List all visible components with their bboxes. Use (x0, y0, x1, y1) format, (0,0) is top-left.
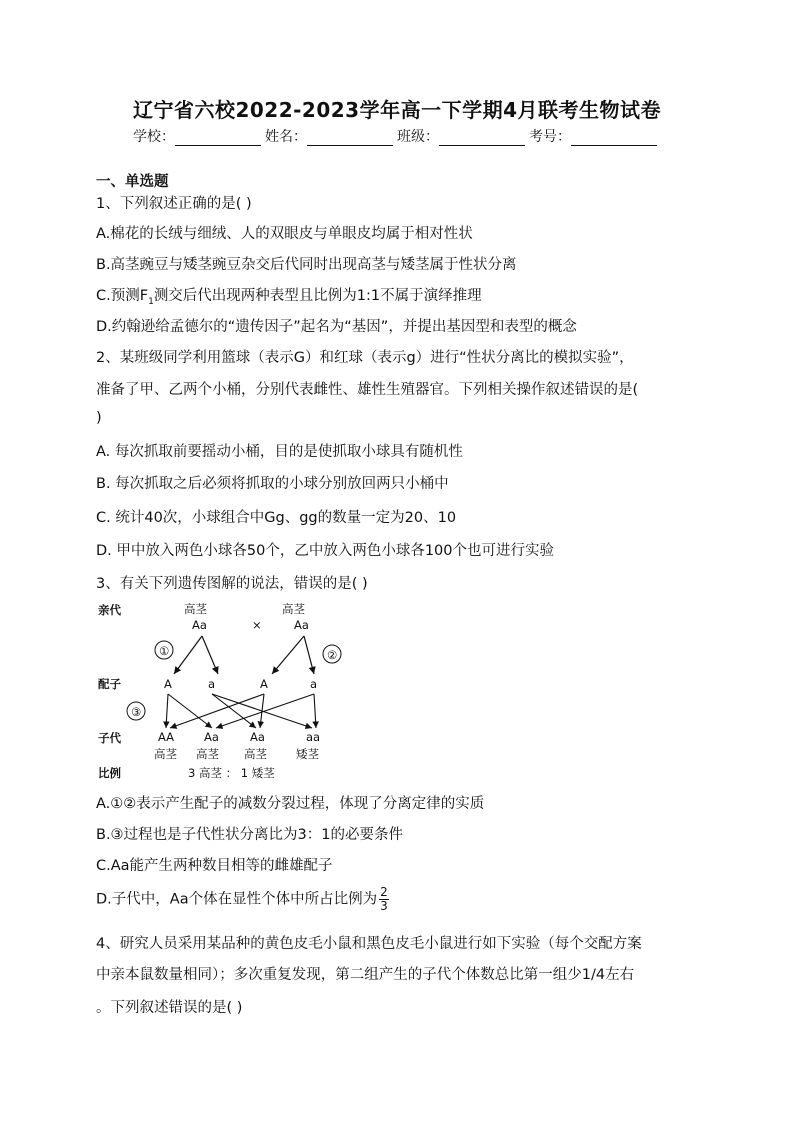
student-info-row (0, 126, 794, 146)
q2-stem-line3: ) (96, 410, 102, 426)
gamete-1: A (164, 677, 172, 691)
fertilization-arrows (166, 694, 316, 728)
name-blank[interactable] (307, 131, 393, 146)
step3-label: ③ (131, 705, 142, 719)
step1-label: ① (159, 644, 170, 658)
q2-option-d: D. 甲中放入两色小球各50个，乙中放入两色小球各100个也可进行实验 (96, 543, 555, 559)
fraction-denominator: 3 (380, 899, 388, 913)
class-blank[interactable] (439, 131, 525, 146)
q1-option-c-sub: 1 (148, 296, 154, 307)
q3-option-a: A.①②表示产生配子的减数分裂过程，体现了分离定律的实质 (96, 796, 485, 812)
parent1-phenotype: 高茎 (184, 602, 207, 616)
q1-option-d: D.约翰逊给孟德尔的“遗传因子”起名为“基因”，并提出基因型和表型的概念 (96, 319, 577, 335)
q3-option-c: C.Aa能产生两种数目相等的雌雄配子 (96, 858, 333, 874)
offspring-phenotype-2: 高茎 (196, 747, 219, 761)
q3-stem: 3、有关下列遗传图解的说法，错误的是( ) (96, 576, 368, 592)
gamete-4: a (310, 677, 318, 691)
q4-stem-line3: 。下列叙述错误的是( ) (96, 1000, 243, 1016)
ratio-text: 3 高茎 ： 1 矮茎 (188, 766, 275, 780)
q1-option-c-post: 测交后代出现两种表型且比例为1:1不属于演绎推理 (153, 288, 482, 304)
offspring-phenotype-3: 高茎 (244, 747, 267, 761)
q3-option-b: B.③过程也是子代性状分离比为3：1的必要条件 (96, 827, 404, 843)
offspring-genotype-2: Aa (204, 730, 219, 744)
fraction-numerator: 2 (380, 885, 388, 899)
offspring-genotype-4: aa (306, 730, 321, 744)
school-blank[interactable] (175, 131, 261, 146)
q4-stem-line1: 4、研究人员采用某品种的黄色皮毛小鼠和黑色皮毛小鼠进行如下实验（每个交配方案 (96, 936, 642, 952)
gamete-label: 配子 (98, 677, 121, 691)
q3-option-d (96, 886, 389, 913)
name-label: 姓名： (265, 129, 307, 145)
step2-label: ② (327, 648, 338, 662)
q1-option-a: A.棉花的长绒与细绒、人的双眼皮与单眼皮均属于相对性状 (96, 226, 473, 242)
q2-option-a: A. 每次抓取前要摇动小桶，目的是使抓取小球具有随机性 (96, 444, 463, 460)
q1-option-c (96, 284, 482, 307)
q2-stem-line2: 准备了甲、乙两个小桶，分别代表雌性、雄性生殖器官。下列相关操作叙述错误的是( (96, 382, 639, 398)
offspring-genotype-3: Aa (250, 730, 265, 744)
gamete-2: a (208, 677, 216, 691)
q3-option-d-text: D.子代中，Aa个体在显性个体中所占比例为 (96, 891, 378, 908)
parent2-phenotype: 高茎 (282, 602, 305, 616)
q2-option-b: B. 每次抓取之后必须将抓取的小球分别放回两只小桶中 (96, 476, 449, 492)
meiosis-arrows (174, 636, 314, 674)
number-label: 考号： (529, 129, 571, 145)
offspring-genotype-1: AA (158, 730, 175, 744)
class-label: 班级： (397, 129, 439, 145)
q2-option-c: C. 统计40次，小球组合中Gg、gg的数量一定为20、10 (96, 510, 457, 526)
parent-generation-label: 亲代 (98, 603, 121, 617)
school-label: 学校： (133, 129, 175, 145)
parent2-genotype: Aa (294, 618, 309, 632)
cross-symbol: × (252, 618, 262, 632)
parent1-genotype: Aa (192, 618, 207, 632)
offspring-phenotype-1: 高茎 (154, 747, 177, 761)
section-heading: 一、单选题 (96, 174, 169, 190)
q1-stem: 1、下列叙述正确的是( ) (96, 196, 252, 212)
q4-stem-line2: 中亲本鼠数量相同）；多次重复发现，第二组产生的子代个体数总比第一组少1/4左右 (96, 967, 635, 983)
q1-option-c-pre: C.预测F (96, 288, 149, 304)
gamete-3: A (260, 677, 268, 691)
q1-option-b: B.高茎豌豆与矮茎豌豆杂交后代同时出现高茎与矮茎属于性状分离 (96, 257, 517, 273)
ratio-label: 比例 (98, 766, 121, 780)
number-blank[interactable] (571, 131, 657, 146)
offspring-label: 子代 (98, 731, 121, 745)
fraction-two-thirds (379, 886, 389, 913)
exam-title: 辽宁省六校2022-2023学年高一下学期4月联考生物试卷 (132, 98, 662, 122)
genetic-cross-diagram (96, 600, 356, 782)
offspring-phenotype-4: 矮茎 (296, 747, 319, 761)
q2-stem-line1: 2、某班级同学利用篮球（表示G）和红球（表示g）进行“性状分离比的模拟实验”， (96, 350, 634, 366)
